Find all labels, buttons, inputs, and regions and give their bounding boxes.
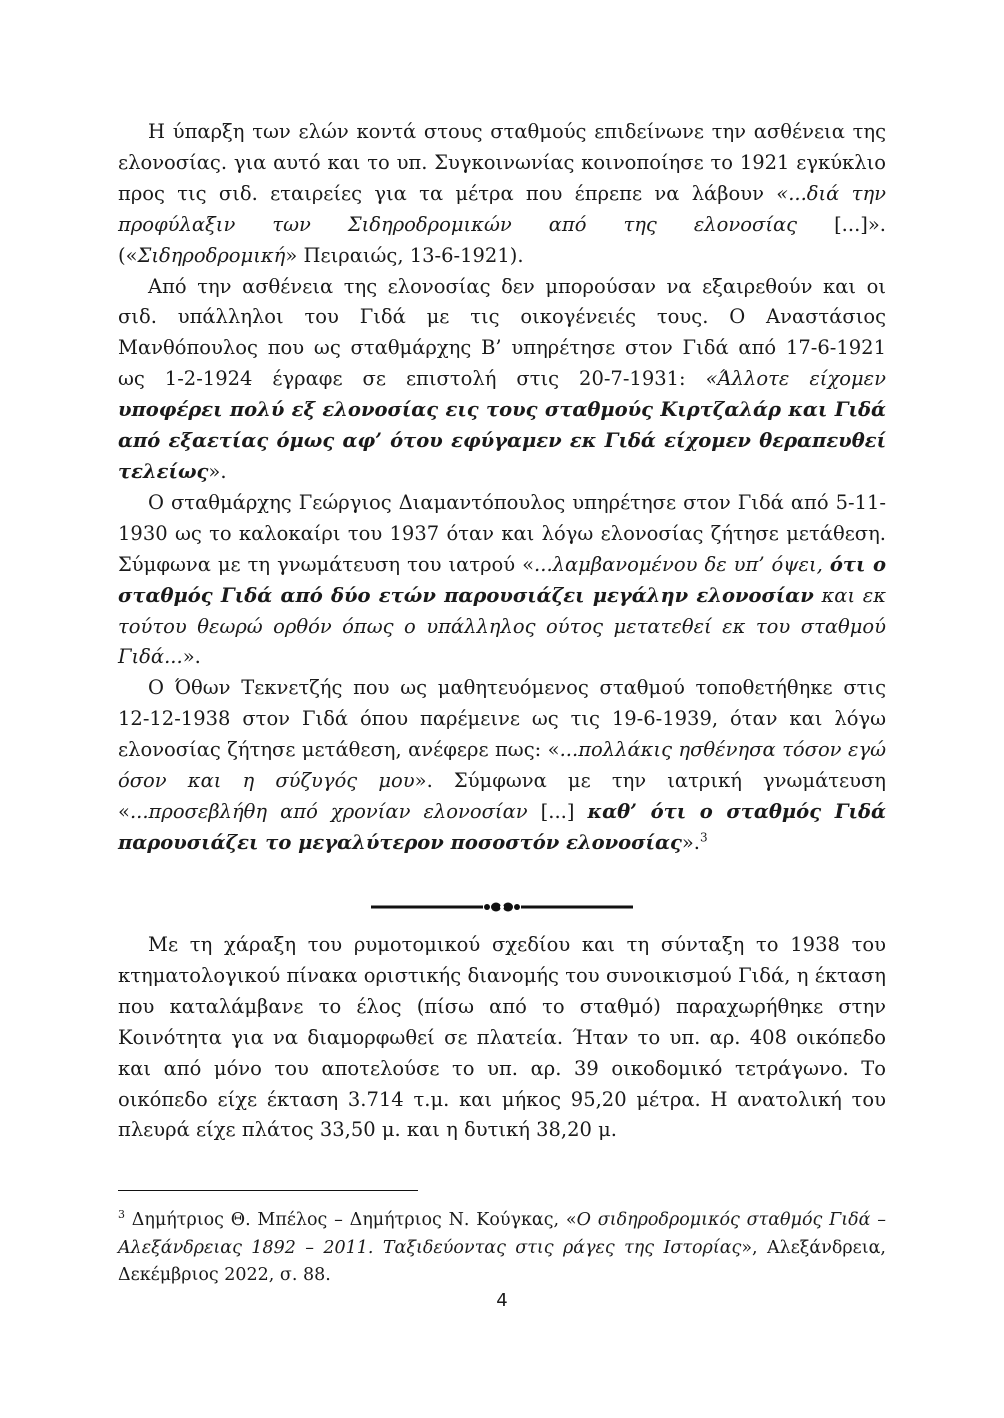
paragraph-2 [118, 272, 886, 488]
quoted-bold-italic: ότι ο σταθμός Γιδά από δύο ετών παρουσιάζει μεγάλην ελονοσίαν [118, 552, 886, 607]
quoted-italic: «Άλλοτε είχομεν [705, 367, 886, 391]
paragraph-3 [118, 488, 886, 673]
text-run: », Αλεξάνδρεια, Δεκέμβριος 2022, σ. 88. [118, 1237, 886, 1285]
text-run: Από την ασθένεια της ελονοσίας δεν μπορούσαν να εξαιρεθούν και οι σιδ. υπάλληλοι του Γιδά με τις οικογένειές τους. Ο Αναστάσιος Μανθόπουλος που ως σταθμάρχης Β’ υπηρέτησε στον Γιδά από 17-6-1921 ως 1-2-1924 έγραφε σε επιστολή στις 20-7-1931: [118, 274, 886, 391]
paragraph-4 [118, 673, 886, 858]
quoted-italic: «...διά την προφύλαξιν των Σιδηροδρομικών από της ελονοσίας [118, 181, 886, 236]
text-run: ». [182, 645, 201, 669]
newspaper-title: Σιδηροδρομική [137, 243, 286, 267]
text-run: » Πειραιώς, 13-6-1921). [285, 243, 524, 267]
footnote [118, 1207, 886, 1290]
book-title: Ο σιδηροδρομικός σταθμός Γιδά – Αλεξάνδρειας 1892 – 2011. Ταξιδεύοντας στις ράγες της Ιστορίας [118, 1210, 886, 1258]
paragraph-5: Με τη χάραξη του ρυμοτομικού σχεδίου και τη σύνταξη το 1938 του κτηματολογικού πίνακα οριστικής διανομής του συνοικισμού Γιδά, η έκταση που καταλάμβανε το έλος (πίσω από το σταθμό) παραχωρήθηκε στην Κοινότητα για να διαμορφωθεί σε πλατεία. Ήταν το υπ. αρ. 408 οικόπεδο και από μόνο του αποτελούσε το υπ. αρ. 39 οικοδομικό τετράγωνο. Το οικόπεδο είχε έκταση 3.714 τ.μ. και μήκος 95,20 μέτρα. Η ανατολική του πλευρά είχε πλάτος 33,50 μ. και η δυτική 38,20 μ. [118, 933, 886, 1142]
quoted-italic: ...πολλάκις ησθένησα τόσον εγώ όσον και η σύζυγός μου [118, 738, 887, 793]
text-run: ». Σύμφωνα με την ιατρική γνωμάτευση « [118, 769, 886, 823]
quoted-bold-italic: υποφέρει πολύ εξ ελονοσίας εις τους σταθμούς Κιρτζαλάρ και Γιδά από εξαετίας όμως αφ’ ότου εφύγαμεν εκ Γιδά είχομεν θεραπευθεί τελείως [118, 398, 886, 483]
quoted-italic: ...λαμβανομένου δε υπ’ όψει, [534, 552, 830, 576]
paragraph-1 [118, 117, 886, 272]
footnote-number: 3 [118, 1208, 125, 1222]
quoted-italic: και εκ τούτου θεωρώ ορθόν όπως ο υπάλληλος ούτος μετατεθεί εκ του σταθμού Γιδά... [118, 583, 887, 669]
section-divider-ornament [371, 897, 633, 917]
text-run: ». [208, 459, 227, 483]
main-text-block [118, 117, 886, 859]
text-run: Ο Όθων Τεκνετζής που ως μαθητευόμενος σταθμού τοποθετήθηκε στις 12-12-1938 στον Γιδά όπου παρέμεινε ως τις 19-6-1939, όταν και λόγω ελονοσίας ζήτησε μετάθεση, ανέφερε πως: « [118, 676, 886, 762]
second-text-block [118, 930, 886, 1146]
footnote-reference[interactable]: 3 [700, 830, 708, 845]
text-run: Η ύπαρξη των ελών κοντά στους σταθμούς επιδείνωνε την ασθένεια της ελονοσίας. για αυτό και το υπ. Συγκοινωνίας κοινοποίησε το 1921 εγκύκλιο προς τις σιδ. εταιρείες για τα μέτρα που έπρεπε να λάβουν [118, 120, 886, 205]
text-run: [...]». (« [118, 212, 887, 267]
page-number: 4 [496, 1290, 508, 1311]
text-run: [...] [527, 799, 588, 823]
text-run: Ο σταθμάρχης Γεώργιος Διαμαντόπουλος υπηρέτησε στον Γιδά από 5-11-1930 ως το καλοκαίρι του 1937 όταν και λόγω ελονοσίας ζήτησε μετάθεση. Σύμφωνα με τη γνωμάτευση του ιατρού « [118, 490, 886, 576]
footnote-separator [118, 1190, 418, 1191]
text-run: Δημήτριος Θ. Μπέλος – Δημήτριος Ν. Κούγκας, « [125, 1210, 577, 1230]
quoted-bold-italic: καθ’ ότι ο σταθμός Γιδά παρουσιάζει το μεγαλύτερον ποσοστόν ελονοσίας [118, 799, 886, 854]
quoted-italic: ...προσεβλήθη από χρονίαν ελονοσίαν [129, 799, 528, 823]
text-run: ». [681, 830, 701, 854]
